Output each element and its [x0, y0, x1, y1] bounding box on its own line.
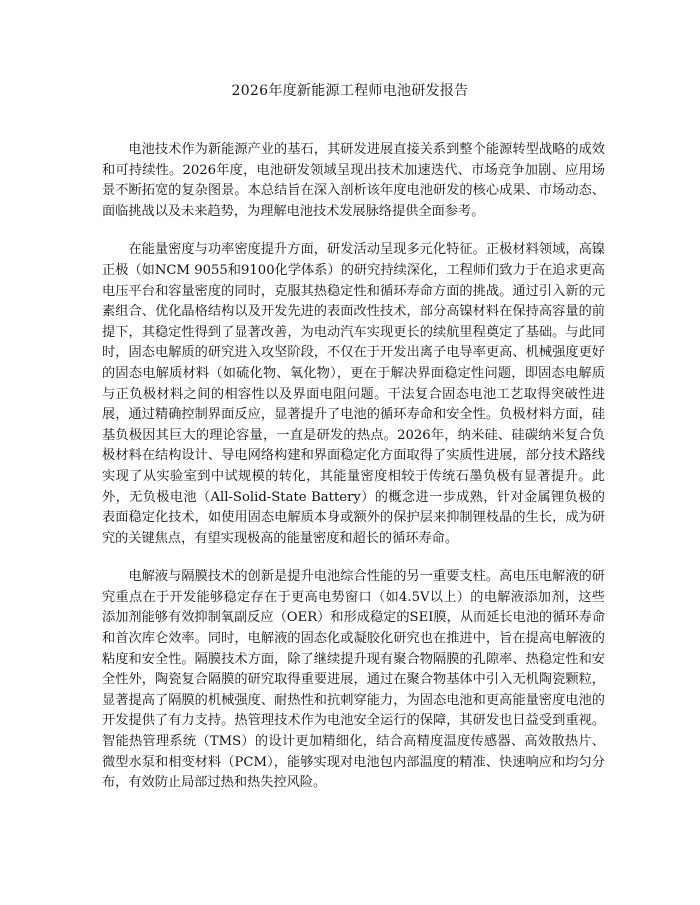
- paragraph-electrolyte-separator: 电解液与隔膜技术的创新是提升电池综合性能的另一重要支柱。高电压电解液的研究重点在于开发能够稳定存在于更高电势窗口（如4.5V以上）的电解液添加剂，这些添加剂能够有效抑制氧副反应（OER）和形成稳定的SEI膜，从而延长电池的循环寿命和首次库仑效率。同时，电解液的固态化或凝胶化研究也在推进中，旨在提高电解液的粘度和安全性。隔膜技术方面，除了继续提升现有聚合物隔膜的孔隙率、热稳定性和安全性外，陶瓷复合隔膜的研究取得重要进展，通过在聚合物基体中引入无机陶瓷颗粒，显著提高了隔膜的机械强度、耐热性和抗刺穿能力，为固态电池和更高能量密度电池的开发提供了有力支持。热管理技术作为电池安全运行的保障，其研发也日益受到重视。智能热管理系统（TMS）的设计更加精细化，结合高精度温度传感器、高效散热片、微型水泵和相变材料（PCM），能够实现对电池包内部温度的精准、快速响应和均匀分布，有效防止局部过热和热失控风险。: [102, 569, 605, 791]
- document-body: [102, 140, 605, 812]
- paragraph-energy-density: 在能量密度与功率密度提升方面，研发活动呈现多元化特征。正极材料领域，高镍正极（如NCM 9055和9100化学体系）的研究持续深化，工程师们致力于在追求更高电压平台和容量密度的同时，克服其热稳定性和循环寿命方面的挑战。通过引入新的元素组合、优化晶格结构以及开发先进的表面改性技术，部分高镍材料在保持高容量的前提下，其稳定性得到了显著改善，为电动汽车实现更长的续航里程奠定了基础。与此同时，固态电解质的研究进入攻坚阶段，不仅在于开发出离子电导率更高、机械强度更好的固态电解质材料（如硫化物、氧化物），更在于解决界面稳定性问题，即固态电解质与正负极材料之间的相容性以及界面电阻问题。干法复合固态电池工艺取得突破性进展，通过精确控制界面反应，显著提升了电池的循环寿命和安全性。负极材料方面，硅基负极因其巨大的理论容量，一直是研发的热点。2026年，纳米硅、硅碳纳米复合负极材料在结构设计、导电网络构建和界面稳定化方面取得了实质性进展，部分技术路线实现了从实验室到中试规模的转化，其能量密度相较于传统石墨负极有显著提升。此外，无负极电池（All-Solid-State Battery）的概念进一步成熟，针对金属锂负极的表面稳定化技术，如使用固态电解质本身或额外的保护层来抑制锂枝晶的生长，成为研究的关键焦点，有望实现极高的能量密度和超长的循环寿命。: [102, 242, 605, 546]
- paragraph-intro: 电池技术作为新能源产业的基石，其研发进展直接关系到整个能源转型战略的成效和可持续性。2026年度，电池研发领域呈现出技术加速迭代、市场竞争加剧、应用场景不断拓宽的复杂图景。本总结旨在深入剖析该年度电池研发的核心成果、市场动态、面临挑战以及未来趋势，为理解电池技术发展脉络提供全面参考。: [102, 142, 605, 219]
- document-title: 2026年度新能源工程师电池研发报告: [231, 83, 469, 99]
